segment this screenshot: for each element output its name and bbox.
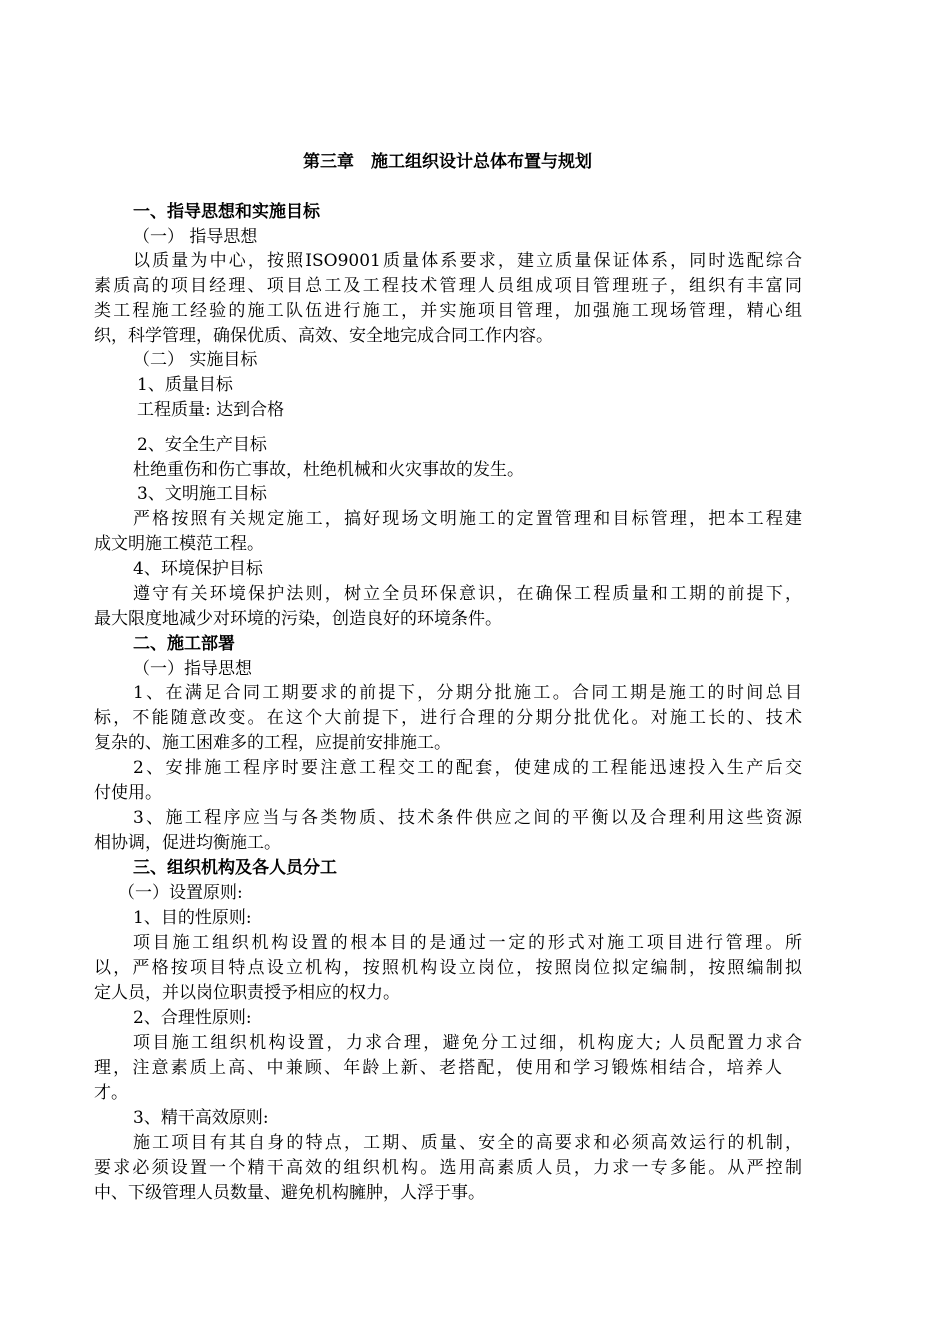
paragraph-line: 2、安排施工程序时要注意工程交工的配套，使建成的工程能迅速投入生产后交 — [133, 758, 802, 778]
subsection-heading: （一） 指导思想 — [133, 227, 258, 247]
item-heading: 3、文明施工目标 — [137, 484, 267, 504]
item-heading: 1、目的性原则: — [133, 908, 252, 928]
paragraph-line: 要求必须设置一个精干高效的组织机构。选用高素质人员，力求一专多能。从严控制 — [94, 1158, 802, 1178]
paragraph-line: 以，严格按项目特点设立机构，按照机构设立岗位，按照岗位拟定编制，按照编制拟 — [94, 958, 802, 978]
item-heading: 1、质量目标 — [137, 375, 233, 395]
paragraph-line: 3、施工程序应当与各类物质、技术条件供应之间的平衡以及合理利用这些资源 — [133, 808, 802, 828]
paragraph-line: 才。 — [94, 1083, 128, 1103]
subsection-heading: （一）指导思想 — [133, 659, 252, 679]
chapter-title: 第三章 施工组织设计总体布置与规划 — [303, 152, 592, 172]
paragraph-line: 最大限度地减少对环境的污染，创造良好的环境条件。 — [94, 609, 502, 629]
paragraph-line: 理，注意素质上高、中兼顾、年龄上新、老搭配，使用和学习锻炼相结合，培养人 — [94, 1058, 782, 1078]
paragraph-line: 工程质量: 达到合格 — [137, 400, 285, 420]
paragraph-line: 付使用。 — [94, 783, 162, 803]
paragraph-line: 项目施工组织机构设置，力求合理，避免分工过细，机构庞大; 人员配置力求合 — [133, 1033, 802, 1053]
paragraph-line: 复杂的、施工困难多的工程，应提前安排施工。 — [94, 733, 451, 753]
paragraph-line: 施工项目有其自身的特点，工期、质量、安全的高要求和必须高效运行的机制， — [133, 1133, 802, 1153]
paragraph-line: 严格按照有关规定施工，搞好现场文明施工的定置管理和目标管理，把本工程建 — [133, 509, 802, 529]
paragraph-line: 素质高的项目经理、项目总工及工程技术管理人员组成项目管理班子，组织有丰富同 — [94, 276, 802, 296]
paragraph-line: 杜绝重伤和伤亡事故，杜绝机械和火灾事故的发生。 — [133, 460, 524, 480]
paragraph-line: 标，不能随意改变。在这个大前提下，进行合理的分期分批优化。对施工长的、技术 — [94, 708, 802, 728]
paragraph-line: 织，科学管理，确保优质、高效、安全地完成合同工作内容。 — [94, 326, 553, 346]
item-heading: 2、合理性原则: — [133, 1008, 252, 1028]
item-heading: 2、安全生产目标 — [137, 435, 267, 455]
paragraph-line: 1、在满足合同工期要求的前提下，分期分批施工。合同工期是施工的时间总目 — [133, 683, 802, 703]
section-heading-3: 三、组织机构及各人员分工 — [133, 858, 337, 878]
paragraph-line: 类工程施工经验的施工队伍进行施工，并实施项目管理，加强施工现场管理，精心组 — [94, 301, 802, 321]
paragraph-line: 项目施工组织机构设置的根本目的是通过一定的形式对施工项目进行管理。所 — [133, 933, 802, 953]
paragraph-line: 成文明施工模范工程。 — [94, 534, 264, 554]
paragraph-line: 遵守有关环境保护法则，树立全员环保意识，在确保工程质量和工期的前提下， — [133, 584, 802, 604]
paragraph-line: 中、下级管理人员数量、避免机构臃肿，人浮于事。 — [94, 1183, 485, 1203]
item-heading: 3、精干高效原则: — [133, 1108, 269, 1128]
section-heading-2: 二、施工部署 — [133, 634, 235, 654]
paragraph-line: 以质量为中心，按照ISO9001质量体系要求，建立质量保证体系，同时选配综合 — [133, 251, 802, 271]
section-heading-1: 一、指导思想和实施目标 — [133, 202, 320, 222]
paragraph-line: 定人员，并以岗位职责授予相应的权力。 — [94, 983, 400, 1003]
subsection-heading: （一）设置原则: — [118, 883, 243, 903]
subsection-heading: （二） 实施目标 — [133, 350, 258, 370]
paragraph-line: 相协调，促进均衡施工。 — [94, 833, 281, 853]
item-heading: 4、环境保护目标 — [133, 559, 263, 579]
